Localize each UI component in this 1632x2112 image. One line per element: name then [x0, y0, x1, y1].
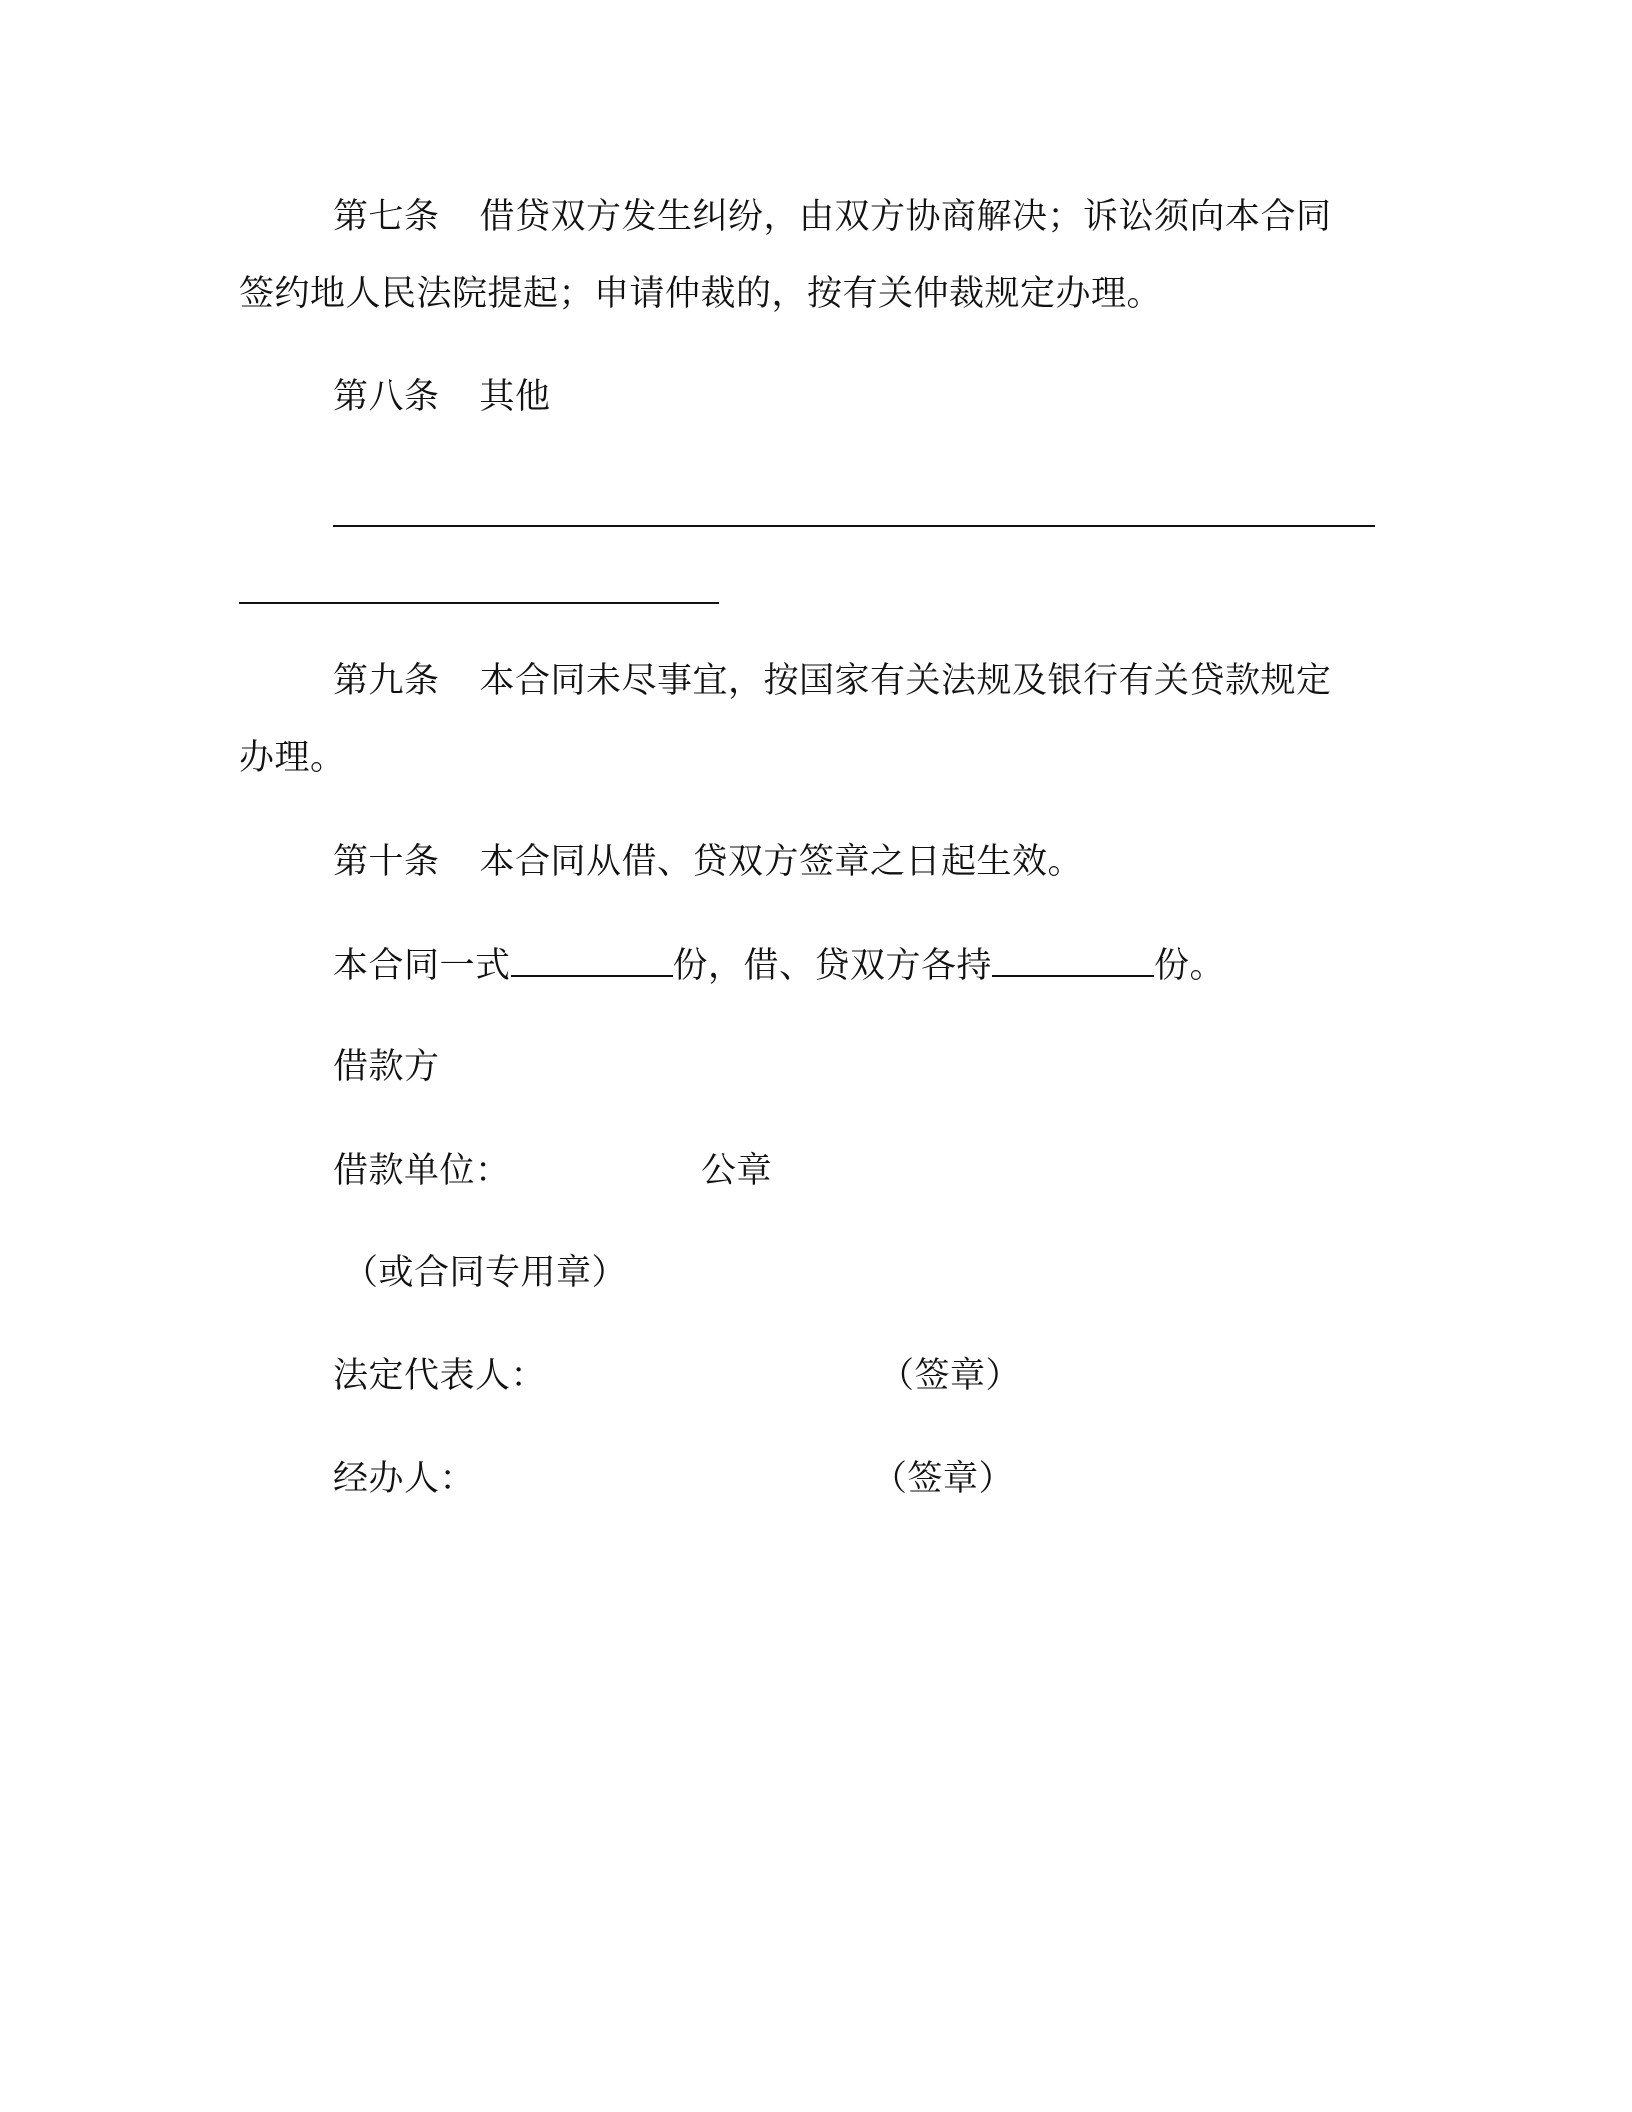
contract-seal-note-text: （或合同专用章） — [343, 1253, 628, 1293]
unit-seal-text: 公章 — [701, 1151, 773, 1191]
article-10-title: 第十条 — [333, 842, 440, 882]
article-9-line-2 — [239, 735, 346, 781]
article-8-text: 其他 — [479, 377, 551, 417]
contract-seal-note — [343, 1250, 627, 1296]
handler-label-text: 经办人： — [333, 1459, 476, 1499]
article-8-line — [333, 374, 551, 420]
article-7-text-2: 签约地人民法院提起；申请仲裁的，按有关仲裁规定办理。 — [239, 274, 1163, 314]
borrower-heading — [333, 1044, 440, 1090]
copies-line — [333, 941, 1225, 989]
copies-text-1: 本合同一式 — [333, 946, 511, 986]
legal-rep-seal-text: （签章） — [879, 1356, 1022, 1396]
legal-rep-label-text: 法定代表人： — [333, 1356, 547, 1396]
article-8-title: 第八条 — [333, 377, 440, 417]
article-9-text-2: 办理。 — [239, 738, 346, 778]
blank-fill-line-2 — [239, 602, 719, 604]
unit-seal-label — [701, 1148, 772, 1194]
copies-total-blank — [511, 941, 673, 977]
article-7-line-2 — [239, 271, 1162, 317]
article-7-line-1 — [333, 194, 1332, 240]
legal-rep-seal — [879, 1353, 1021, 1399]
handler-seal-text: （签章） — [872, 1459, 1015, 1499]
article-7-text-1: 借贷双方发生纠纷，由双方协商解决；诉讼须向本合同 — [479, 197, 1332, 237]
handler-label — [333, 1456, 475, 1502]
article-7-title: 第七条 — [333, 197, 440, 237]
handler-seal — [872, 1456, 1014, 1502]
article-10-text: 本合同从借、贷双方签章之日起生效。 — [479, 842, 1084, 882]
article-10-line — [333, 839, 1083, 885]
borrower-heading-text: 借款方 — [333, 1047, 440, 1087]
copies-text-3: 份。 — [1154, 946, 1226, 986]
borrower-unit-label — [333, 1148, 511, 1194]
article-9-line-1 — [333, 658, 1332, 704]
article-9-title: 第九条 — [333, 661, 440, 701]
legal-rep-label — [333, 1353, 546, 1399]
article-9-text-1: 本合同未尽事宜，按国家有关法规及银行有关贷款规定 — [479, 661, 1332, 701]
copies-text-2: 份，借、贷双方各持 — [672, 946, 993, 986]
blank-fill-line-1 — [333, 525, 1375, 527]
copies-each-blank — [992, 941, 1154, 977]
borrower-unit-label-text: 借款单位： — [333, 1151, 511, 1191]
